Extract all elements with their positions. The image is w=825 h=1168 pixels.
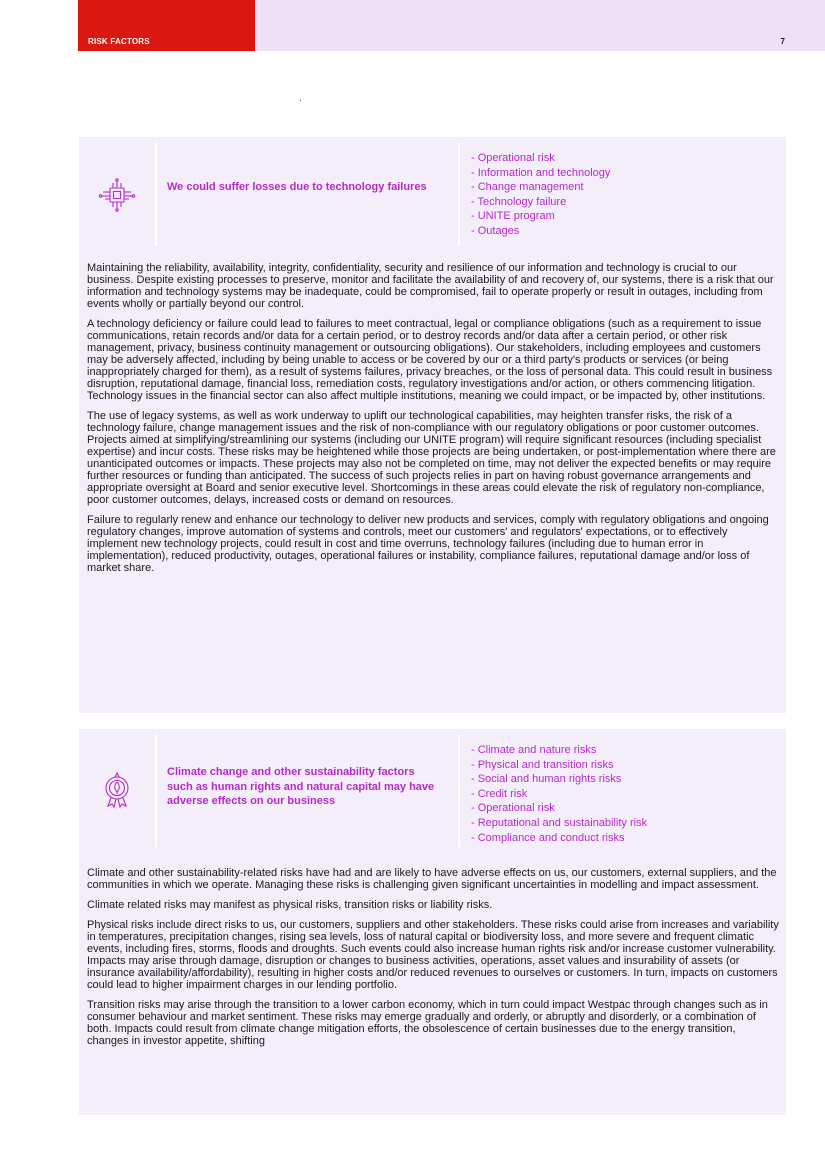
section-label: RISK FACTORS xyxy=(88,37,150,46)
paragraph: Transition risks may arise through the transition to a lower carbon economy, which in turn could impact Westpac through changes such as in consumer behaviour and market sentiment. These risks may emerge gradually and orderly, or abruptly and disorderly, or a combination of both. Impacts could result from climate change mitigation efforts, the obsolescence of certain businesses due to the energy transition, changes in investor appetite, shifting xyxy=(87,999,768,1047)
risk-item: - UNITE program xyxy=(471,210,555,223)
risk-item: - Credit risk xyxy=(471,787,528,800)
body-text xyxy=(87,867,779,1055)
risk-panel-technology xyxy=(79,137,786,713)
paragraph: Physical risks include direct risks to us, our customers, suppliers and other stakeholders. These risks could arise from increases and variability in temperatures, precipitation changes, rising sea levels, loss of natural capital or biodiversity loss, and more severe and frequent climatic events, including fires, storms, floods and droughts. Such events could also increase human rights risk and/or increase customer vulnerability. Impacts may arise through damage, disruption or changes to business activities, operations, asset values and insurability of assets (or insurance availability/affordability), resulting in higher costs and/or reduced revenues to ourselves or customers. In turn, impacts on customers could lead to higher impairment charges in our lending portfolio. xyxy=(87,919,779,991)
risk-panel-climate xyxy=(79,729,786,1115)
risk-item: - Climate and nature risks xyxy=(471,744,597,756)
risk-item: - Operational risk xyxy=(471,802,555,815)
paragraph: Climate related risks may manifest as physical risks, transition risks or liability risks. xyxy=(87,899,493,911)
risk-item: - Physical and transition risks xyxy=(471,758,614,771)
risk-item: - Social and human rights risks xyxy=(471,773,622,786)
climate-rosette-icon xyxy=(97,769,137,809)
topic-title: We could suffer losses due to technology failures xyxy=(167,181,427,193)
circuit-chip-icon xyxy=(97,175,137,215)
risk-item: - Outages xyxy=(471,224,520,237)
related-risks-list xyxy=(471,743,647,845)
paragraph: Maintaining the reliability, availability, integrity, confidentiality, security and resilience of our information and technology is crucial to our business. Despite existing processes to preserve, monitor and facilitate the availability of and recovery of, our systems, there is a risk that our information and technology systems may be inadequate, could be compromised, fail to operate properly or result in outages, including from events wholly or partially beyond our control. xyxy=(87,262,774,310)
risk-item: - Reputational and sustainability risk xyxy=(471,816,648,829)
divider xyxy=(155,735,157,847)
risk-item: - Technology failure xyxy=(471,195,567,208)
risk-item: - Change management xyxy=(471,181,584,194)
stray-dot xyxy=(300,100,301,101)
divider xyxy=(458,735,460,847)
paragraph: The use of legacy systems, as well as work underway to uplift our technological capabilities, may heighten transfer risks, the risk of a technology failure, change management issues and the risk of non-compliance with our regulatory obligations or poor customer outcomes. Projects aimed at simplifying/streamlining our systems (including our UNITE program) will require significant resources (including specialist expertise) and incur costs. These risks may be heightened while those projects are being undertaken, or post-implementation where there are unanticipated outcomes or impacts. These projects may also not be completed on time, may not deliver the expected benefits or may require further resources or funding than anticipated. The success of such projects relies in part on having robust governance arrangements and appropriate oversight at Board and senior executive level. Shortcomings in these areas could elevate the risk of regulatory non-compliance, poor customer outcomes, delays, increased costs or demand on resources. xyxy=(87,410,776,506)
divider xyxy=(458,143,460,246)
divider xyxy=(155,143,157,246)
paragraph: Climate and other sustainability-related risks have had and are likely to have adverse effects on us, our customers, external suppliers, and the communities in which we operate. Managing these risks is challenging given significant uncertainties in modelling and impact assessment. xyxy=(87,867,777,891)
risk-item: - Operational risk xyxy=(471,152,555,164)
related-risks-list xyxy=(471,151,610,239)
risk-item: - Compliance and conduct risks xyxy=(471,831,625,844)
paragraph: Failure to regularly renew and enhance our technology to deliver new products and services, comply with regulatory obligations and ongoing regulatory changes, improve automation of systems and controls, meet our customers' and regulators' expectations, or to effectively implement new technology projects, could result in cost and time overruns, technology failures (including due to human error in implementation), reduced productivity, outages, operational failures or instability, compliance failures, reputational damage and/or loss of market share. xyxy=(87,514,769,574)
body-text xyxy=(87,262,779,582)
header-band xyxy=(255,0,825,51)
page-number: 7 xyxy=(780,37,785,46)
risk-item: - Information and technology xyxy=(471,166,611,179)
topic-title: Climate change and other sustainability factors such as human rights and natural capital may have adverse effects on our business xyxy=(167,766,435,807)
header-section-tab xyxy=(78,0,255,51)
paragraph: A technology deficiency or failure could lead to failures to meet contractual, legal or compliance obligations (such as a requirement to issue communications, retain records and/or data for a certain period, or to destroy records and/or data after a certain period, or other risk management, privacy, business continuity management or outsourcing obligations). Our stakeholders, including employees and customers may be adversely affected, including by being unable to access or be covered by our or a third party's products or services (or being inappropriately charged for them), as a result of systems failures, privacy breaches, or the loss of personal data. This could result in business disruption, reputational damage, financial loss, remediation costs, regulatory investigations and/or action, or others commencing litigation. Technology issues in the financial sector can also affect multiple institutions, meaning we could impact, or be impacted by, other institutions. xyxy=(87,318,773,402)
